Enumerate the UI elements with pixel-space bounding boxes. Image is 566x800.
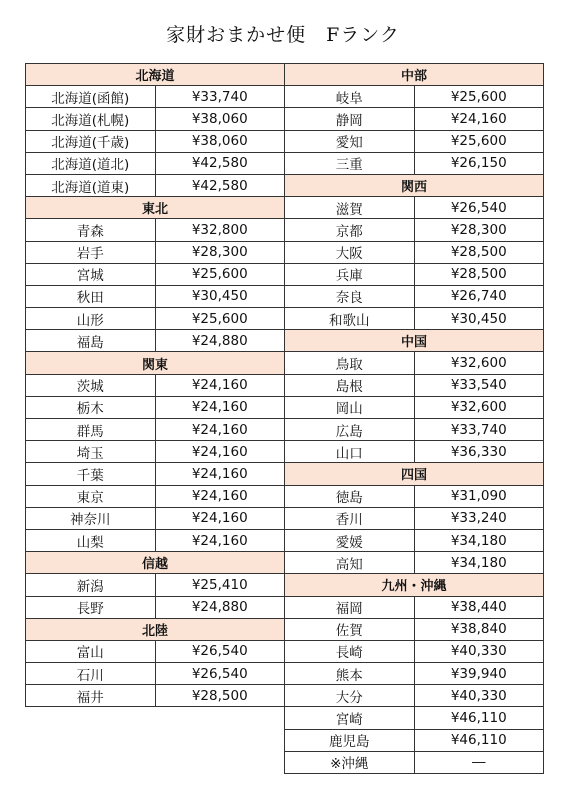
table-row [26, 174, 285, 196]
price-value: ¥24,160 [155, 507, 285, 529]
table-row [285, 86, 544, 108]
rate-table-right-body [285, 64, 544, 774]
region-header-row [26, 197, 285, 219]
prefecture-name: 茨城 [26, 374, 156, 396]
price-value: ¥33,740 [414, 419, 544, 441]
prefecture-name: 奈良 [285, 285, 415, 307]
table-row [285, 618, 544, 640]
table-row [26, 263, 285, 285]
table-row [285, 552, 544, 574]
table-row [26, 441, 285, 463]
region-header: 中国 [285, 330, 544, 352]
prefecture-name: 岐阜 [285, 86, 415, 108]
region-header-row [26, 552, 285, 574]
rate-table-right [284, 63, 544, 774]
prefecture-name: 山口 [285, 441, 415, 463]
prefecture-name: 和歌山 [285, 308, 415, 330]
table-row [26, 152, 285, 174]
table-row [26, 374, 285, 396]
table-row [285, 130, 544, 152]
table-row [26, 529, 285, 551]
price-value: ¥25,600 [155, 263, 285, 285]
price-value: ¥25,600 [414, 130, 544, 152]
prefecture-name: 石川 [26, 663, 156, 685]
region-header: 中部 [285, 64, 544, 86]
table-row [285, 108, 544, 130]
price-value: ¥28,300 [414, 219, 544, 241]
prefecture-name: 鳥取 [285, 352, 415, 374]
prefecture-name: 京都 [285, 219, 415, 241]
prefecture-name: 高知 [285, 552, 415, 574]
price-value: ¥40,330 [414, 685, 544, 707]
price-value: ¥26,150 [414, 152, 544, 174]
region-header: 北陸 [26, 618, 285, 640]
price-value: ¥32,600 [414, 396, 544, 418]
table-row [285, 507, 544, 529]
price-value: ¥32,800 [155, 219, 285, 241]
prefecture-name: 北海道(札幌) [26, 108, 156, 130]
price-value: ¥24,160 [414, 108, 544, 130]
region-header: 四国 [285, 463, 544, 485]
price-value: ¥33,540 [414, 374, 544, 396]
price-value: ¥33,240 [414, 507, 544, 529]
table-row [26, 574, 285, 596]
table-row [285, 529, 544, 551]
price-value: ¥34,180 [414, 552, 544, 574]
price-value: ¥33,740 [155, 86, 285, 108]
table-row [26, 130, 285, 152]
table-row [285, 640, 544, 662]
prefecture-name: 秋田 [26, 285, 156, 307]
prefecture-name: 岩手 [26, 241, 156, 263]
prefecture-name: 青森 [26, 219, 156, 241]
price-value: ¥30,450 [414, 308, 544, 330]
table-row [285, 707, 544, 729]
price-value: ¥25,410 [155, 574, 285, 596]
region-header-row [285, 463, 544, 485]
prefecture-name: 滋賀 [285, 197, 415, 219]
price-value: ¥46,110 [414, 707, 544, 729]
price-value: ¥38,440 [414, 596, 544, 618]
prefecture-name: 島根 [285, 374, 415, 396]
region-header: 信越 [26, 552, 285, 574]
price-value: ¥42,580 [155, 152, 285, 174]
table-row [285, 729, 544, 751]
prefecture-name: ※沖縄 [285, 751, 415, 773]
price-value: ¥24,160 [155, 485, 285, 507]
prefecture-name: 熊本 [285, 663, 415, 685]
prefecture-name: 兵庫 [285, 263, 415, 285]
prefecture-name: 岡山 [285, 396, 415, 418]
prefecture-name: 東京 [26, 485, 156, 507]
prefecture-name: 徳島 [285, 485, 415, 507]
prefecture-name: 富山 [26, 640, 156, 662]
price-value: ¥24,160 [155, 441, 285, 463]
table-row [285, 419, 544, 441]
price-value: ¥24,160 [155, 529, 285, 551]
price-value: ¥26,540 [155, 663, 285, 685]
prefecture-name: 宮城 [26, 263, 156, 285]
price-value: ¥28,500 [414, 263, 544, 285]
price-value: ¥26,740 [414, 285, 544, 307]
prefecture-name: 大阪 [285, 241, 415, 263]
prefecture-name: 愛知 [285, 130, 415, 152]
table-row [285, 485, 544, 507]
table-row [26, 596, 285, 618]
price-value: ¥24,160 [155, 396, 285, 418]
table-row [285, 374, 544, 396]
price-value: ¥24,880 [155, 596, 285, 618]
price-value: ¥25,600 [414, 86, 544, 108]
rate-table-left [25, 63, 285, 707]
price-value: ― [414, 751, 544, 773]
prefecture-name: 静岡 [285, 108, 415, 130]
table-row [26, 219, 285, 241]
prefecture-name: 北海道(道東) [26, 174, 156, 196]
table-row [285, 352, 544, 374]
table-row [26, 507, 285, 529]
price-value: ¥28,500 [155, 685, 285, 707]
price-value: ¥38,060 [155, 108, 285, 130]
price-value: ¥24,160 [155, 374, 285, 396]
region-header-row [26, 64, 285, 86]
prefecture-name: 北海道(函館) [26, 86, 156, 108]
price-value: ¥42,580 [155, 174, 285, 196]
price-value: ¥28,500 [414, 241, 544, 263]
prefecture-name: 長野 [26, 596, 156, 618]
price-value: ¥31,090 [414, 485, 544, 507]
prefecture-name: 山梨 [26, 529, 156, 551]
price-value: ¥26,540 [155, 640, 285, 662]
price-value: ¥30,450 [155, 285, 285, 307]
table-row [26, 285, 285, 307]
table-row [26, 330, 285, 352]
region-header-row [285, 574, 544, 596]
prefecture-name: 香川 [285, 507, 415, 529]
prefecture-name: 山形 [26, 308, 156, 330]
prefecture-name: 長崎 [285, 640, 415, 662]
page-title: 家財おまかせ便 Fランク [166, 24, 400, 46]
table-row [26, 419, 285, 441]
table-row [285, 685, 544, 707]
price-value: ¥40,330 [414, 640, 544, 662]
table-row [26, 308, 285, 330]
prefecture-name: 神奈川 [26, 507, 156, 529]
prefecture-name: 北海道(千歳) [26, 130, 156, 152]
prefecture-name: 佐賀 [285, 618, 415, 640]
price-value: ¥32,600 [414, 352, 544, 374]
prefecture-name: 新潟 [26, 574, 156, 596]
prefecture-name: 千葉 [26, 463, 156, 485]
table-row [285, 751, 544, 773]
table-row [26, 463, 285, 485]
region-header-row [285, 64, 544, 86]
prefecture-name: 宮崎 [285, 707, 415, 729]
prefecture-name: 鹿児島 [285, 729, 415, 751]
table-row [285, 396, 544, 418]
price-value: ¥34,180 [414, 529, 544, 551]
prefecture-name: 栃木 [26, 396, 156, 418]
table-row [285, 441, 544, 463]
region-header-row [26, 618, 285, 640]
region-header-row [285, 174, 544, 196]
table-row [26, 241, 285, 263]
price-value: ¥24,160 [155, 419, 285, 441]
table-row [285, 197, 544, 219]
rate-table-left-body [26, 64, 285, 707]
prefecture-name: 三重 [285, 152, 415, 174]
price-value: ¥28,300 [155, 241, 285, 263]
prefecture-name: 埼玉 [26, 441, 156, 463]
table-row [26, 86, 285, 108]
region-header: 関西 [285, 174, 544, 196]
table-row [285, 663, 544, 685]
table-row [285, 241, 544, 263]
table-row [26, 108, 285, 130]
price-value: ¥36,330 [414, 441, 544, 463]
price-value: ¥24,880 [155, 330, 285, 352]
table-row [26, 663, 285, 685]
prefecture-name: 福岡 [285, 596, 415, 618]
prefecture-name: 福島 [26, 330, 156, 352]
price-value: ¥24,160 [155, 463, 285, 485]
table-row [285, 285, 544, 307]
price-value: ¥26,540 [414, 197, 544, 219]
prefecture-name: 広島 [285, 419, 415, 441]
table-row [285, 263, 544, 285]
price-value: ¥38,060 [155, 130, 285, 152]
region-header: 九州・沖縄 [285, 574, 544, 596]
table-row [26, 640, 285, 662]
table-row [285, 308, 544, 330]
table-row [26, 685, 285, 707]
prefecture-name: 愛媛 [285, 529, 415, 551]
price-value: ¥38,840 [414, 618, 544, 640]
prefecture-name: 群馬 [26, 419, 156, 441]
region-header: 北海道 [26, 64, 285, 86]
table-row [26, 485, 285, 507]
price-value: ¥46,110 [414, 729, 544, 751]
table-row [285, 152, 544, 174]
prefecture-name: 福井 [26, 685, 156, 707]
table-row [26, 396, 285, 418]
table-row [285, 219, 544, 241]
region-header: 関東 [26, 352, 285, 374]
region-header-row [285, 330, 544, 352]
prefecture-name: 北海道(道北) [26, 152, 156, 174]
region-header: 東北 [26, 197, 285, 219]
price-value: ¥25,600 [155, 308, 285, 330]
prefecture-name: 大分 [285, 685, 415, 707]
region-header-row [26, 352, 285, 374]
price-value: ¥39,940 [414, 663, 544, 685]
table-row [285, 596, 544, 618]
